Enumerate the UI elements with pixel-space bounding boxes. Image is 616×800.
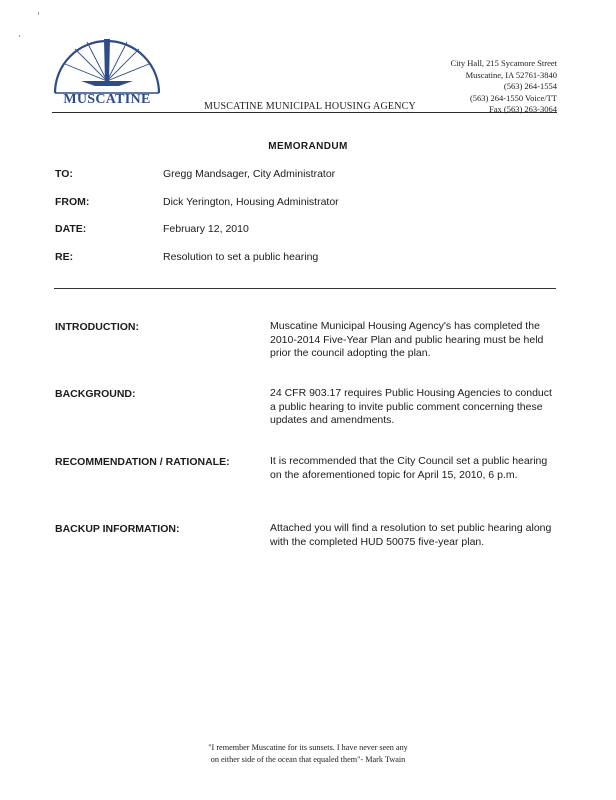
introduction-text: Muscatine Municipal Housing Agency's has completed the 2010-2014 Five-Year Plan and public hearing must be held prior the council adopting the plan. (270, 320, 544, 359)
contact-address-line: City Hall, 215 Sycamore Street (450, 58, 557, 68)
scan-speck (38, 12, 39, 15)
backup-label: BACKUP INFORMATION: (55, 523, 180, 535)
introduction-label: INTRODUCTION: (55, 321, 139, 333)
contact-voice-line: (563) 264-1550 Voice/TT (469, 92, 557, 103)
from-value: Dick Yerington, Housing Administrator (163, 196, 339, 208)
scan-speck (19, 35, 20, 37)
quote-line-1: "I remember Muscatine for its sunsets. I have never seen any (208, 743, 408, 752)
backup-text: Attached you will find a resolution to set public hearing along with the completed HUD 50075 five-year plan. (270, 522, 552, 548)
contact-phone-line: (563) 264-1554 (503, 81, 557, 91)
section-divider (54, 288, 556, 289)
from-label: FROM: (55, 196, 90, 208)
recommendation-text: It is recommended that the City Council set a public hearing on the aforementioned topic for April 15, 2010, 6 p.m. (270, 455, 548, 481)
contact-block (420, 58, 557, 116)
background-text: 24 CFR 903.17 requires Public Housing Agencies to conduct a public hearing to invite public comment concerning these updates and amendments. (270, 387, 552, 426)
contact-city-line: Muscatine, IA 52761-3840 (465, 69, 557, 80)
mark-twain-quote (0, 742, 616, 766)
quote-line-2: on either side of the ocean that equaled them"- Mark Twain (210, 755, 406, 764)
recommendation-label: RECOMMENDATION / RATIONALE: (55, 456, 230, 468)
date-value: February 12, 2010 (163, 223, 249, 235)
muscatine-logo (53, 36, 161, 108)
contact-fax-line: Fax (563) 263-3064 (489, 104, 557, 114)
to-value: Gregg Mandsager, City Administrator (163, 168, 336, 180)
memo-title: MEMORANDUM (268, 141, 348, 152)
logo-text: MUSCATINE (63, 92, 151, 107)
background-label: BACKGROUND: (55, 388, 136, 400)
re-label: RE: (55, 251, 74, 263)
agency-name: MUSCATINE MUNICIPAL HOUSING AGENCY (204, 101, 416, 112)
date-label: DATE: (55, 223, 87, 235)
re-value: Resolution to set a public hearing (163, 251, 319, 263)
to-label: TO: (55, 168, 73, 180)
